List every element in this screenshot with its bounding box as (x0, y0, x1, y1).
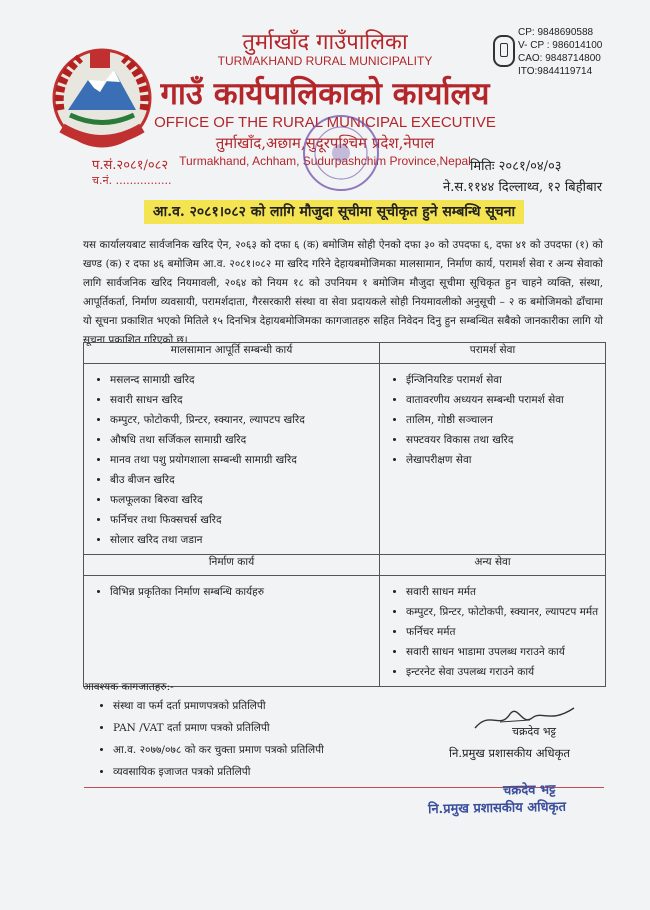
list-item: • सवारी साधन खरिद (110, 390, 379, 410)
reference-number: प.सं.२०८१/०८२ (92, 158, 169, 173)
list-item: • औषधि तथा सर्जिकल सामाग्री खरिद (110, 430, 379, 450)
list-item: • मसलन्द सामाग्री खरिद (110, 370, 379, 390)
dispatch-number: च.नं. ................ (92, 174, 172, 187)
list-item: • कम्पुटर, प्रिन्टर, फोटोकपी, स्क्यानर, ल्यापटप मर्मत (406, 602, 605, 622)
construction-column-header: निर्माण कार्य (84, 555, 380, 576)
list-item: • इन्टरनेट सेवा उपलब्ध गराउने कार्य (406, 662, 605, 682)
contact-cp: CP: 9848690588 (518, 27, 594, 38)
procurement-category-table (83, 342, 606, 687)
construction-cell (84, 576, 380, 687)
municipality-name-np: तुर्माखाँद गाउँपालिका (242, 30, 408, 55)
contact-vcp: V- CP : 986014100 (518, 40, 603, 51)
list-item: • PAN /VAT दर्ता प्रमाण पत्रको प्रतिलिपी (113, 717, 473, 739)
list-item: • व्यवसायिक इजाजत पत्रको प्रतिलिपी (113, 761, 473, 783)
other-services-cell (380, 576, 606, 687)
contact-ito: ITO:9844119714 (518, 66, 593, 77)
goods-cell (84, 364, 380, 555)
list-item: • लेखापरीक्षण सेवा (406, 450, 605, 470)
contact-cao: CAO: 9848714800 (518, 53, 601, 64)
signatory-title: नि.प्रमुख प्रशासकीय अधिकृत (449, 746, 570, 760)
notice-body-paragraph: यस कार्यालयबाट सार्वजनिक खरिद ऐन, २०६३ को दफा ६ (क) बमोजिम सोही ऐनको दफा ३० को उपदफा ६, दफा ४१ को उपदफा (१) को खण्ड (क) र दफा ४६ बमोजिम आ.व. २०८१।०८२ मा खरिद गरिने देहायबमोजिमका मालसामान, निर्माण कार्य, परामर्श सेवा र अन्य सेवाको लागि सार्वजनिक खरिद नियमावली, २०६४ को नियम १८ को उपनियम १ बमोजिम मौजुदा सूचीमा सूचिकृत हुन चाहने व्यक्ति, संस्था, आपूर्तिकर्ता, निर्माण व्यवसायी, परामर्शदाता, गैरसरकारी संस्था वा सेवा प्रदायकले सोही नियमावलीको अनुसूची – २ क बमोजिमको ढाँचामा यो सूचना प्रकाशित भएको मितिले १५ दिनभित्र देहायबमोजिमका कागजातहरु सहित निवेदन दिनु हुन सम्बन्धित सबैको जानकारीका लागि यो सूचना प्रकाशित गरिएको छ। (83, 239, 603, 346)
consulting-cell (380, 364, 606, 555)
list-item: • सवारी साधन भाडामा उपलब्ध गराउने कार्य (406, 642, 605, 662)
required-documents-list (83, 695, 473, 783)
consulting-list (380, 370, 605, 470)
signatory-name: चक्रदेव भट्ट (512, 725, 556, 738)
required-documents-title: आवश्यक कागजातहरु:- (83, 681, 174, 693)
list-item: • संस्था वा फर्म दर्ता प्रमाणपत्रको प्रतिलिपी (113, 695, 473, 717)
list-item: • ईन्जिनियरिङ परामर्श सेवा (406, 370, 605, 390)
construction-list (84, 582, 379, 602)
list-item: • सवारी साधन मर्मत (406, 582, 605, 602)
office-name-np: गाउँ कार्यपालिकाको कार्यालय (160, 76, 490, 112)
office-seal-stamp (300, 112, 382, 194)
office-name-en: OFFICE OF THE RURAL MUNICIPAL EXECUTIVE (154, 114, 496, 131)
list-item: • मानव तथा पशु प्रयोगशाला सम्बन्धी सामाग्री खरिद (110, 450, 379, 470)
goods-list (84, 370, 379, 550)
list-item: • फर्निचर तथा फिक्सचर्स खरिद (110, 510, 379, 530)
list-item: • वातावरणीय अध्ययन सम्बन्धी परामर्श सेवा (406, 390, 605, 410)
list-item: • फर्निचर मर्मत (406, 622, 605, 642)
list-item: • सफ्टवयर विकास तथा खरिद (406, 430, 605, 450)
other-services-column-header: अन्य सेवा (380, 555, 606, 576)
date-bs: मितिः २०८१/०४/०३ (470, 159, 562, 174)
list-item: • विभिन्न प्रकृतिका निर्माण सम्बन्धि कार्यहरु (110, 582, 379, 602)
goods-column-header: मालसामान आपूर्ति सम्बन्धी कार्य (84, 343, 380, 364)
stamp-name: चक्रदेव भट्ट (502, 782, 556, 799)
other-services-list (380, 582, 605, 682)
list-item: • तालिम, गोष्ठी सञ्चालन (406, 410, 605, 430)
consulting-column-header: परामर्श सेवा (380, 343, 606, 364)
list-item: • सोलार खरिद तथा जडान (110, 530, 379, 550)
notice-title-banner: आ.व. २०८१।०८२ को लागि मौजुदा सूचीमा सूचीकृत हुने सम्बन्धि सूचना (144, 200, 524, 224)
address-np: तुर्माखाँद,अछाम,सुदूरपश्चिम प्रदेश,नेपाल (215, 134, 435, 152)
municipality-name-en: TURMAKHAND RURAL MUNICIPALITY (217, 54, 433, 68)
list-item: • बीउ बीजन खरिद (110, 470, 379, 490)
list-item: • कम्पुटर, फोटोकपी, प्रिन्टर, स्क्यानर, ल्यापटप खरिद (110, 410, 379, 430)
date-nepal-sambat: ने.स.११४४ दिल्लाथ्व, १२ बिहीबार (443, 180, 603, 195)
contact-list (518, 26, 618, 78)
stamp-title: नि.प्रमुख प्रशासकीय अधिकृत (427, 799, 567, 818)
list-item: • फलफूलका बिरुवा खरिद (110, 490, 379, 510)
address-en: Turmakhand, Achham, Sudurpashchim Province,Nepal (179, 154, 471, 168)
phone-icon (493, 35, 515, 67)
list-item: • आ.व. २०७७/०७८ को कर चुक्ता प्रमाण पत्रको प्रतिलिपी (113, 739, 473, 761)
